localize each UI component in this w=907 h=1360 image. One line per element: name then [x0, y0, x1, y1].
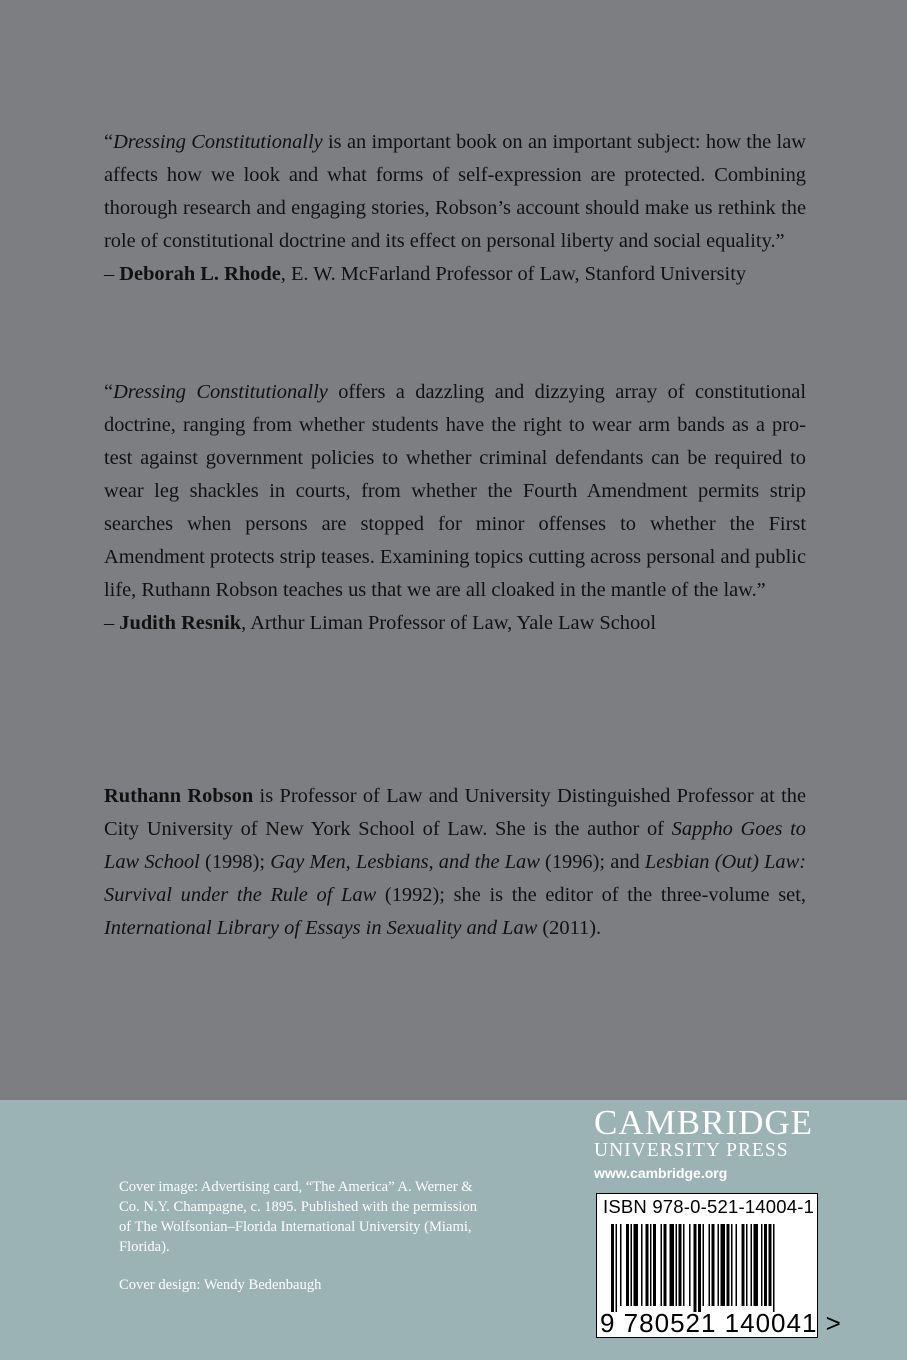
barcode-bar: [718, 1224, 720, 1306]
barcode-bar: [646, 1224, 649, 1306]
barcode-bar: [727, 1224, 730, 1306]
barcode-bar: [661, 1224, 663, 1306]
barcode-bar: [631, 1224, 633, 1306]
publisher-name: CAMBRIDGE: [594, 1103, 814, 1142]
barcode-bar: [751, 1224, 753, 1306]
publisher-url: www.cambridge.org: [594, 1165, 728, 1181]
book-title: Dressing Constitutionally: [113, 131, 323, 153]
barcode-bar: [721, 1224, 726, 1306]
reviewer-name: Deborah L. Rhode: [119, 263, 281, 285]
barcode-bar: [703, 1224, 705, 1306]
barcode-bar: [626, 1224, 629, 1306]
quote-text: “Dressing Constitutionally offers a dazzling and dizzying array of constitutional doctrine, ranging from whether students have the right to wear arm bands as a pro-test against government policies to whether criminal defendants can be required to wear leg shackles in courts, from whether the Fourth Amendment permits strip searches when persons are stopped for minor offenses to whether the First Amendment protects strip teases. Examining topics cutting across personal and public life, Ruthann Robson teaches us that we are all cloaked in the mantle of the law.”: [104, 381, 806, 601]
barcode-bar: [736, 1224, 738, 1306]
barcode-bar: [634, 1224, 639, 1306]
cover-credits: [119, 1177, 489, 1295]
barcode-bar: [694, 1224, 697, 1312]
barcode-bar: [764, 1224, 767, 1306]
review-quote-rhode: [104, 126, 806, 291]
barcode-bar: [620, 1224, 622, 1306]
barcode-bar: [611, 1224, 614, 1312]
barcode-bar: [679, 1224, 682, 1306]
barcode-bar: [742, 1224, 745, 1306]
barcode-bar: [746, 1224, 748, 1306]
publisher-logo: [594, 1104, 834, 1183]
barcode-bar: [616, 1224, 618, 1312]
barcode-bar: [676, 1224, 678, 1306]
barcode-bar: [689, 1224, 691, 1306]
barcode-bar: [754, 1224, 759, 1306]
barcode-bar: [664, 1224, 667, 1306]
barcode-bar: [641, 1224, 643, 1306]
barcode-bar: [773, 1224, 775, 1312]
barcode-bar: [731, 1224, 733, 1306]
quote-text: “Dressing Constitutionally is an important book on an important subject: how the law affects how we look and what forms of self-expression are protected. Combining thorough research and engaging stories, Robson’s account should make us rethink the role of constitutional doctrine and its effect on personal liberty and social equality.”: [104, 131, 806, 252]
barcode-bar: [683, 1224, 685, 1306]
barcode-bar: [653, 1224, 656, 1306]
barcode-bar: [698, 1224, 701, 1312]
barcode-bar: [650, 1224, 652, 1306]
cover-image-credit: Cover image: Advertising card, “The America” A. Werner & Co. N.Y. Champagne, c. 1895. Published with the permission of The Wolfsonian–Florida International University (Miami, Florida).: [119, 1179, 478, 1255]
barcode-bar: [769, 1224, 772, 1306]
review-quote-resnik: [104, 376, 806, 640]
reviewer-name: Judith Resnik: [119, 612, 242, 634]
quote-attribution: – Deborah L. Rhode, E. W. McFarland Professor of Law, Stanford University: [104, 263, 747, 285]
author-name: Ruthann Robson: [104, 785, 254, 807]
isbn-barcode: [596, 1193, 842, 1338]
quote-attribution: – Judith Resnik, Arthur Liman Professor of Law, Yale Law School: [104, 612, 657, 634]
barcode-bar: [709, 1224, 711, 1306]
barcode-bar: [761, 1224, 763, 1306]
bio-text: Ruthann Robson is Professor of Law and University Distinguished Professor at the City University of New York School of Law. She is the author of Sappho Goes to Law School (1998); Gay Men, Lesbians, and the Law (1996); and Lesbian (Out) Law: Survival under the Rule of Law (1992); she is the editor of the three-volume set, International Library of Essays in Sexuality and Law (2011).: [104, 785, 807, 939]
book-title: Dressing Constitutionally: [113, 381, 328, 403]
isbn-label: ISBN 978-0-521-14004-1: [603, 1196, 815, 1217]
barcode-bar: [670, 1224, 675, 1306]
author-bio: [104, 780, 806, 945]
publisher-press: UNIVERSITY PRESS: [594, 1140, 789, 1161]
barcode-digits: 9 780521 140041 >: [600, 1308, 842, 1338]
cover-design-credit: Cover design: Wendy Bedenbaugh: [119, 1277, 322, 1293]
barcode-bar: [712, 1224, 715, 1306]
